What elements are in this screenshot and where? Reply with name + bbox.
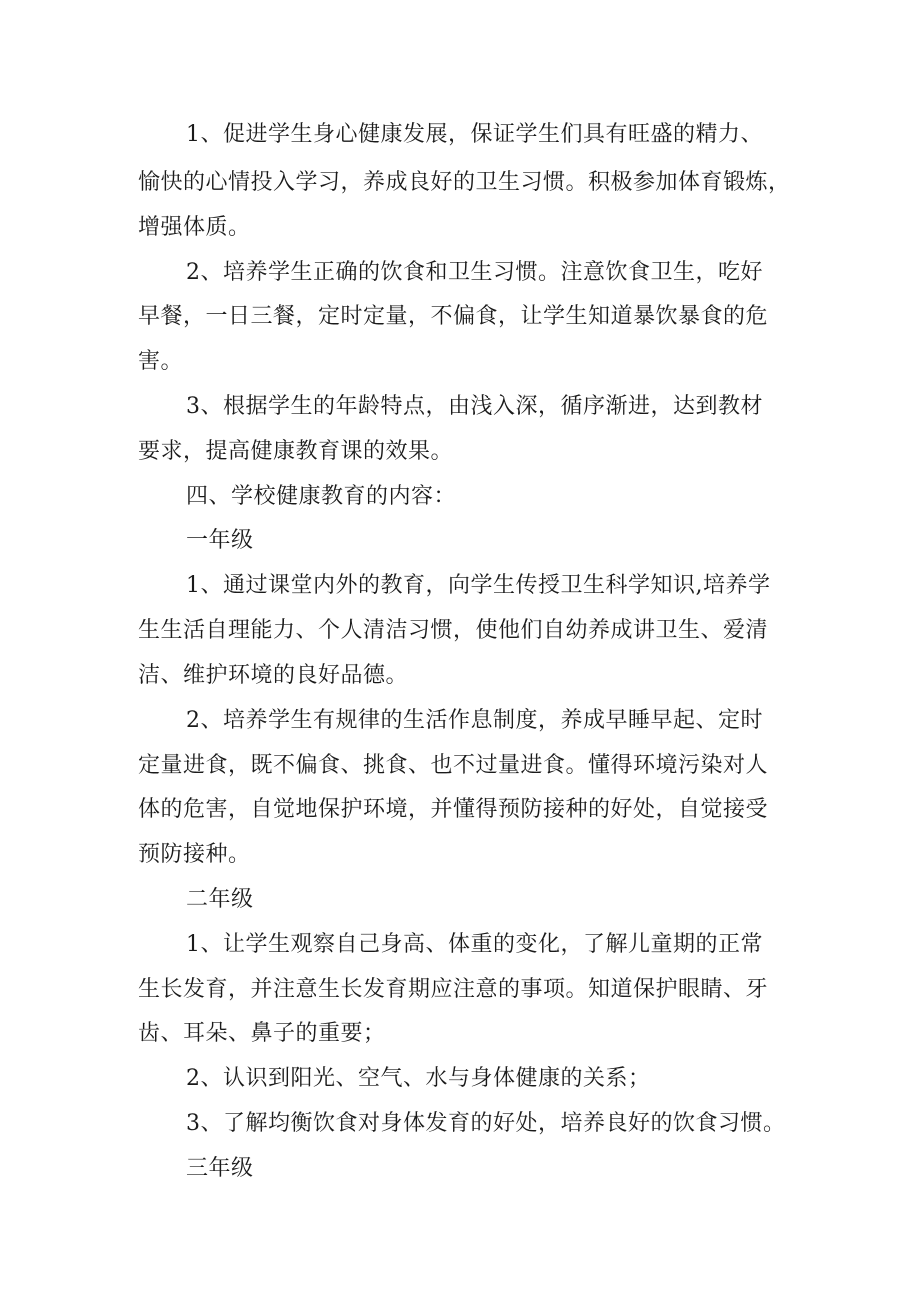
paragraph-line: 要求，提高健康教育课的效果。: [138, 439, 454, 464]
grade-heading: 一年级: [186, 528, 254, 553]
paragraph-line: 生生活自理能力、个人清洁习惯，使他们自幼养成讲卫生、爱清: [138, 618, 769, 643]
paragraph-line: 2、培养学生有规律的生活作息制度，养成早睡早起、定时: [186, 708, 763, 733]
paragraph-line: 增强体质。: [138, 215, 251, 240]
paragraph-line: 2、认识到阳光、空气、水与身体健康的关系；: [186, 1066, 651, 1091]
paragraph-line: 预防接种。: [138, 842, 251, 867]
paragraph-line: 定量进食，既不偏食、挑食、也不过量进食。懂得环境污染对人: [138, 753, 769, 778]
paragraph-line: 3、了解均衡饮食对身体发育的好处，培养良好的饮食习惯。: [186, 1111, 786, 1136]
paragraph-line: 3、根据学生的年龄特点，由浅入深，循序渐进，达到教材: [186, 394, 763, 419]
paragraph-line: 2、培养学生正确的饮食和卫生习惯。注意饮食卫生，吃好: [186, 260, 763, 285]
paragraph-line: 愉快的心情投入学习，养成良好的卫生习惯。积极参加体育锻炼，: [138, 170, 791, 195]
paragraph-line: 1、促进学生身心健康发展，保证学生们具有旺盛的精力、: [186, 122, 763, 147]
grade-heading: 三年级: [186, 1156, 254, 1181]
paragraph-line: 洁、维护环境的良好品德。: [138, 663, 409, 688]
paragraph-line: 害。: [138, 349, 184, 374]
paragraph-line: 生长发育，并注意生长发育期应注意的事项。知道保护眼睛、牙: [138, 977, 769, 1002]
paragraph-line: 体的危害，自觉地保护环境，并懂得预防接种的好处，自觉接受: [138, 797, 769, 822]
paragraph-line: 齿、耳朵、鼻子的重要；: [138, 1021, 386, 1046]
paragraph-line: 早餐，一日三餐，定时定量，不偏食，让学生知道暴饮暴食的危: [138, 304, 769, 329]
section-heading: 四、学校健康教育的内容：: [186, 484, 457, 509]
paragraph-line: 1、通过课堂内外的教育，向学生传授卫生科学知识,培养学: [186, 573, 771, 598]
grade-heading: 二年级: [186, 887, 254, 912]
paragraph-line: 1、让学生观察自己身高、体重的变化，了解儿童期的正常: [186, 932, 763, 957]
